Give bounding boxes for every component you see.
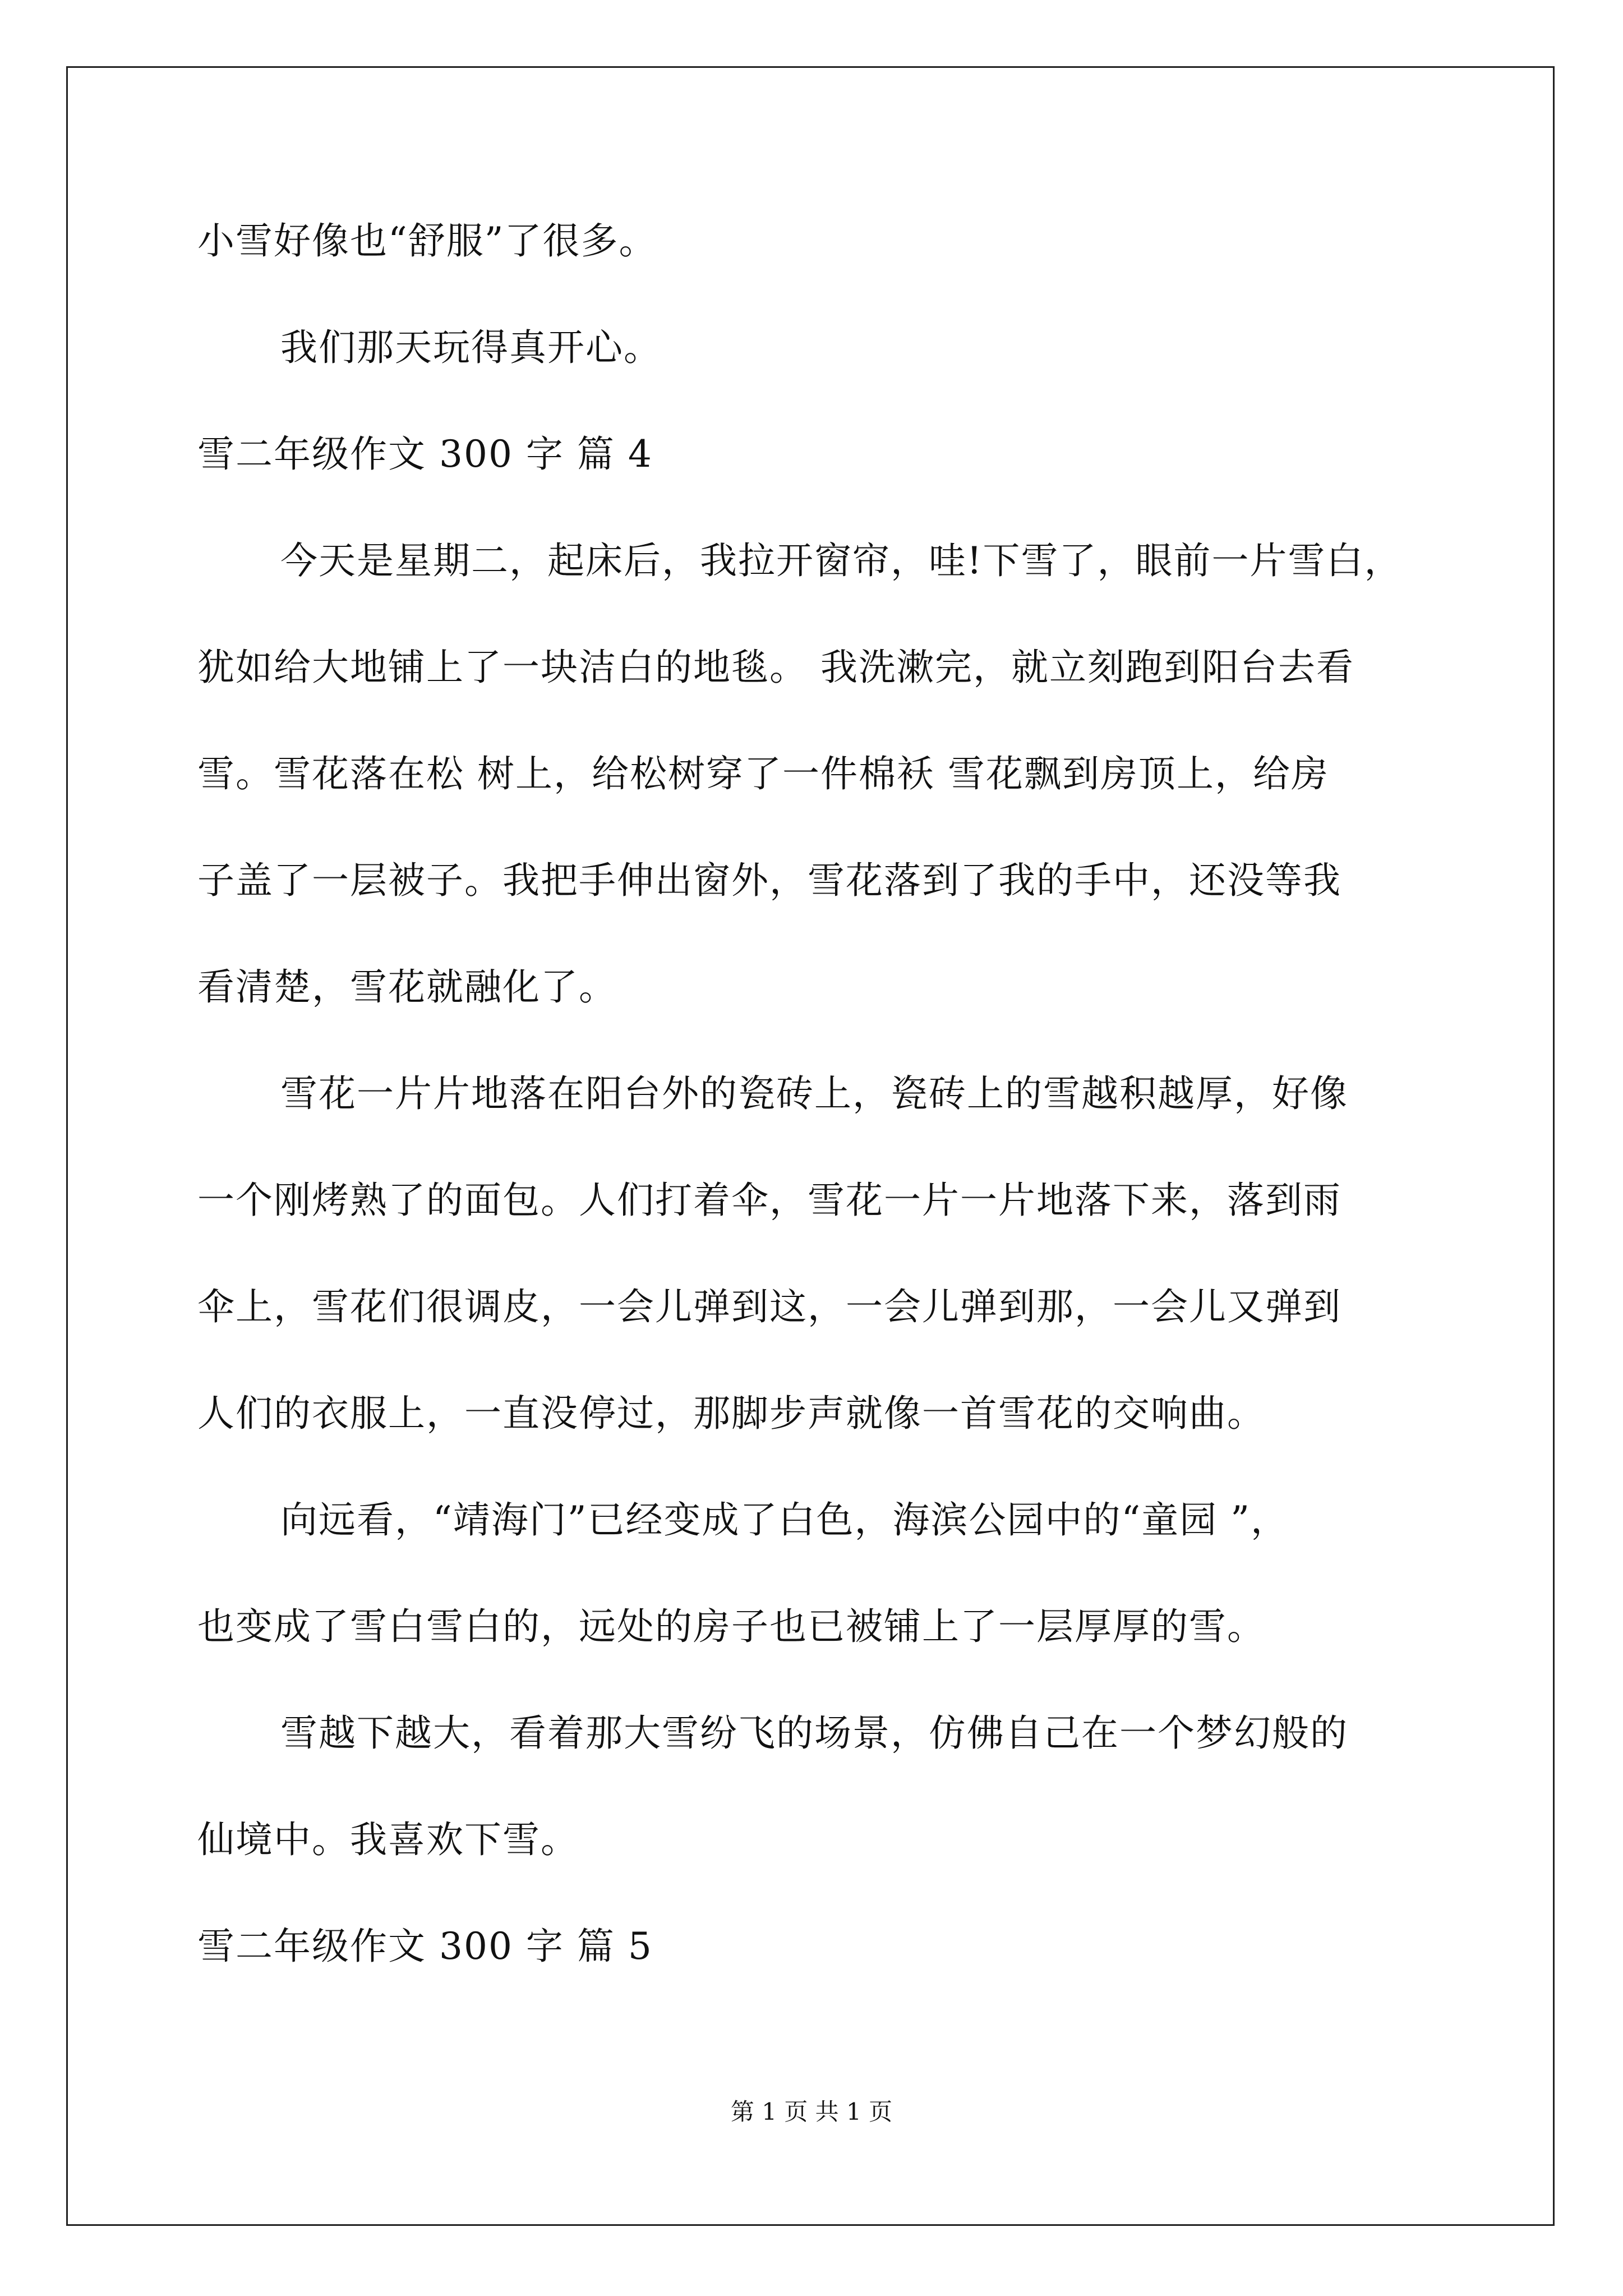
text-line: 雪花一片片地落在阳台外的瓷砖上，瓷砖上的雪越积越厚，好像: [280, 1072, 1348, 1115]
text-line: 今天是星期二，起床后，我拉开窗帘，哇!下雪了，眼前一片雪白，: [280, 539, 1403, 582]
page-border: [66, 66, 1555, 2226]
text-line: 仙境中。我喜欢下雪。: [197, 1818, 579, 1861]
text-line: 子盖了一层被子。我把手伸出窗外，雪花落到了我的手中，还没等我: [197, 859, 1341, 902]
section-heading: 雪二年级作文 300 字 篇 5: [197, 1925, 653, 1968]
text-line: 人们的衣服上，一直没停过，那脚步声就像一首雪花的交响曲。: [197, 1392, 1265, 1435]
text-line: 犹如给大地铺上了一块洁白的地毯。 我洗漱完，就立刻跑到阳台去看: [197, 646, 1354, 689]
text-line: 伞上，雪花们很调皮，一会儿弹到这，一会儿弹到那，一会儿又弹到: [197, 1285, 1341, 1328]
text-line: 雪。雪花落在松 树上，给松树穿了一件棉袄 雪花飘到房顶上，给房: [197, 752, 1329, 795]
page-footer: 第 1 页 共 1 页: [730, 2098, 893, 2125]
text-line: 一个刚烤熟了的面包。人们打着伞，雪花一片一片地落下来，落到雨: [197, 1179, 1341, 1222]
text-line: 也变成了雪白雪白的，远处的房子也已被铺上了一层厚厚的雪。: [197, 1605, 1265, 1648]
section-heading: 雪二年级作文 300 字 篇 4: [197, 432, 653, 476]
text-line: 雪越下越大，看着那大雪纷飞的场景，仿佛自己在一个梦幻般的: [280, 1711, 1348, 1755]
text-line: 看清楚，雪花就融化了。: [197, 965, 617, 1009]
text-line: 小雪好像也“舒服”了很多。: [197, 219, 657, 263]
text-line: 我们那天玩得真开心。: [280, 326, 662, 369]
text-line: 向远看，“靖海门”已经变成了白色，海滨公园中的“童园 ”，: [280, 1498, 1289, 1542]
